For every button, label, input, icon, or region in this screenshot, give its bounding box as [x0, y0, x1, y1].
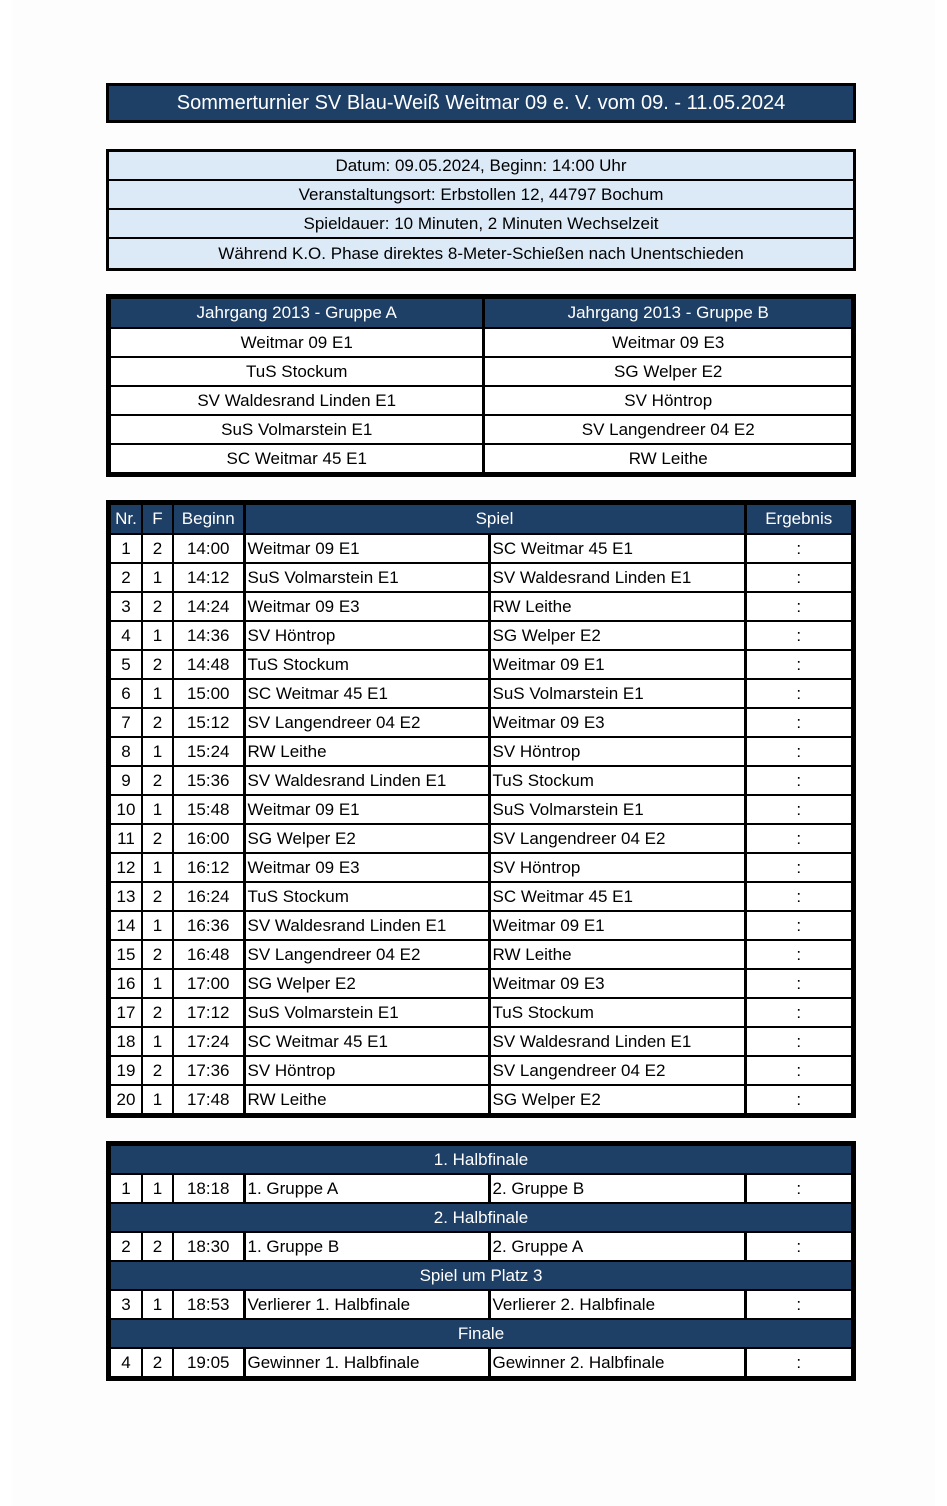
away-team: RW Leithe — [489, 592, 745, 621]
home-team: SV Langendreer 04 E2 — [244, 708, 489, 737]
away-team: Verlierer 2. Halbfinale — [489, 1290, 745, 1319]
match-number: 17 — [110, 998, 142, 1027]
match-row — [110, 911, 852, 940]
away-team: SV Höntrop — [489, 853, 745, 882]
match-row — [110, 650, 852, 679]
start-time: 16:12 — [173, 853, 244, 882]
result-cell[interactable]: : — [745, 737, 852, 766]
field-number: 1 — [142, 679, 173, 708]
match-row — [110, 1027, 852, 1056]
start-time: 16:36 — [173, 911, 244, 940]
away-team: SV Waldesrand Linden E1 — [489, 1027, 745, 1056]
home-team: SC Weitmar 45 E1 — [244, 679, 489, 708]
away-team: SC Weitmar 45 E1 — [489, 534, 745, 563]
field-number: 2 — [142, 998, 173, 1027]
start-time: 17:00 — [173, 969, 244, 998]
group-a-team: Weitmar 09 E1 — [110, 328, 484, 357]
away-team: RW Leithe — [489, 940, 745, 969]
field-number: 2 — [142, 592, 173, 621]
result-cell[interactable]: : — [745, 650, 852, 679]
field-number: 2 — [142, 940, 173, 969]
away-team: TuS Stockum — [489, 998, 745, 1027]
match-row — [110, 940, 852, 969]
start-time: 14:36 — [173, 621, 244, 650]
home-team: TuS Stockum — [244, 650, 489, 679]
match-row — [110, 795, 852, 824]
home-team: SC Weitmar 45 E1 — [244, 1027, 489, 1056]
match-row — [110, 969, 852, 998]
start-time: 16:24 — [173, 882, 244, 911]
match-number: 8 — [110, 737, 142, 766]
start-time: 15:12 — [173, 708, 244, 737]
info-box — [106, 149, 856, 271]
match-row — [110, 998, 852, 1027]
info-ko-rule: Während K.O. Phase direktes 8-Meter-Schießen nach Unentschieden — [218, 243, 744, 263]
start-time: 18:53 — [173, 1290, 244, 1319]
start-time: 17:12 — [173, 998, 244, 1027]
match-number: 16 — [110, 969, 142, 998]
result-cell[interactable]: : — [745, 795, 852, 824]
match-number: 1 — [110, 1174, 142, 1203]
result-cell[interactable]: : — [745, 853, 852, 882]
info-date: Datum: 09.05.2024, Beginn: 14:00 Uhr — [109, 152, 853, 181]
group-b-team: SV Höntrop — [484, 386, 852, 415]
result-cell[interactable]: : — [745, 1290, 852, 1319]
start-time: 16:00 — [173, 824, 244, 853]
match-number: 3 — [110, 1290, 142, 1319]
header-start: Beginn — [173, 504, 244, 534]
away-team: Weitmar 09 E1 — [489, 911, 745, 940]
match-number: 3 — [110, 592, 142, 621]
home-team: SV Waldesrand Linden E1 — [244, 911, 489, 940]
group-b-header: Jahrgang 2013 - Gruppe B — [484, 298, 852, 328]
field-number: 1 — [142, 969, 173, 998]
start-time: 16:48 — [173, 940, 244, 969]
match-number: 18 — [110, 1027, 142, 1056]
home-team: SV Höntrop — [244, 1056, 489, 1085]
match-number: 10 — [110, 795, 142, 824]
match-number: 6 — [110, 679, 142, 708]
result-cell[interactable]: : — [745, 940, 852, 969]
start-time: 15:24 — [173, 737, 244, 766]
match-number: 20 — [110, 1085, 142, 1114]
away-team: SuS Volmarstein E1 — [489, 679, 745, 708]
match-number: 9 — [110, 766, 142, 795]
home-team: SV Langendreer 04 E2 — [244, 940, 489, 969]
match-row — [110, 534, 852, 563]
result-cell[interactable]: : — [745, 534, 852, 563]
field-number: 1 — [142, 1027, 173, 1056]
home-team: SuS Volmarstein E1 — [244, 998, 489, 1027]
group-b-team: RW Leithe — [484, 444, 852, 473]
match-number: 7 — [110, 708, 142, 737]
schedule-table — [106, 500, 856, 1118]
result-cell[interactable]: : — [745, 1174, 852, 1203]
result-cell[interactable]: : — [745, 592, 852, 621]
field-number: 2 — [142, 650, 173, 679]
group-a-team: SuS Volmarstein E1 — [110, 415, 484, 444]
home-team: RW Leithe — [244, 737, 489, 766]
start-time: 14:00 — [173, 534, 244, 563]
ko-stage-row — [110, 1203, 852, 1232]
field-number: 2 — [142, 766, 173, 795]
ko-stage-row — [110, 1145, 852, 1174]
match-row — [110, 708, 852, 737]
start-time: 15:36 — [173, 766, 244, 795]
match-row — [110, 1348, 852, 1377]
match-row — [110, 1232, 852, 1261]
away-team: Weitmar 09 E1 — [489, 650, 745, 679]
away-team: 2. Gruppe A — [489, 1232, 745, 1261]
group-b-team: SV Langendreer 04 E2 — [484, 415, 852, 444]
group-row — [110, 386, 852, 415]
match-row — [110, 824, 852, 853]
group-row — [110, 357, 852, 386]
start-time: 17:48 — [173, 1085, 244, 1114]
field-number: 2 — [142, 708, 173, 737]
away-team: SC Weitmar 45 E1 — [489, 882, 745, 911]
home-team: SG Welper E2 — [244, 969, 489, 998]
away-team: SV Waldesrand Linden E1 — [489, 563, 745, 592]
group-a-team: SC Weitmar 45 E1 — [110, 444, 484, 473]
start-time: 17:24 — [173, 1027, 244, 1056]
match-row — [110, 563, 852, 592]
field-number: 2 — [142, 1056, 173, 1085]
result-cell[interactable]: : — [745, 911, 852, 940]
match-number: 12 — [110, 853, 142, 882]
home-team: Weitmar 09 E3 — [244, 853, 489, 882]
match-row — [110, 1290, 852, 1319]
match-row — [110, 621, 852, 650]
away-team: Weitmar 09 E3 — [489, 708, 745, 737]
home-team: Weitmar 09 E3 — [244, 592, 489, 621]
home-team: Weitmar 09 E1 — [244, 534, 489, 563]
match-number: 13 — [110, 882, 142, 911]
field-number: 2 — [142, 824, 173, 853]
away-team: SG Welper E2 — [489, 1085, 745, 1114]
away-team: SG Welper E2 — [489, 621, 745, 650]
group-b-team: Weitmar 09 E3 — [484, 328, 852, 357]
field-number: 2 — [142, 534, 173, 563]
field-number: 1 — [142, 853, 173, 882]
result-cell[interactable]: : — [745, 998, 852, 1027]
header-result: Ergebnis — [745, 504, 852, 534]
info-duration: Spieldauer: 10 Minuten, 2 Minuten Wechselzeit — [109, 210, 853, 239]
match-row — [110, 737, 852, 766]
match-row — [110, 853, 852, 882]
match-number: 5 — [110, 650, 142, 679]
ko-stage-title: Finale — [110, 1319, 852, 1348]
away-team: TuS Stockum — [489, 766, 745, 795]
ko-stage-row — [110, 1261, 852, 1290]
result-cell[interactable]: : — [745, 882, 852, 911]
ko-stage-row — [110, 1319, 852, 1348]
away-team: SV Langendreer 04 E2 — [489, 824, 745, 853]
knockout-table — [106, 1141, 856, 1381]
field-number: 2 — [142, 1232, 173, 1261]
group-a-team: TuS Stockum — [110, 357, 484, 386]
home-team: TuS Stockum — [244, 882, 489, 911]
away-team: SV Höntrop — [489, 737, 745, 766]
ko-stage-title: 1. Halbfinale — [110, 1145, 852, 1174]
field-number: 2 — [142, 882, 173, 911]
match-number: 4 — [110, 1348, 142, 1377]
group-row — [110, 415, 852, 444]
home-team: SV Höntrop — [244, 621, 489, 650]
result-cell[interactable]: : — [745, 563, 852, 592]
field-number: 1 — [142, 621, 173, 650]
field-number: 1 — [142, 1174, 173, 1203]
header-field: F — [142, 504, 173, 534]
start-time: 14:48 — [173, 650, 244, 679]
field-number: 1 — [142, 737, 173, 766]
result-cell[interactable]: : — [745, 1027, 852, 1056]
start-time: 18:30 — [173, 1232, 244, 1261]
away-team: Weitmar 09 E3 — [489, 969, 745, 998]
home-team: SG Welper E2 — [244, 824, 489, 853]
result-cell[interactable]: : — [745, 1085, 852, 1114]
start-time: 19:05 — [173, 1348, 244, 1377]
home-team: SV Waldesrand Linden E1 — [244, 766, 489, 795]
home-team: Weitmar 09 E1 — [244, 795, 489, 824]
result-cell[interactable]: : — [745, 766, 852, 795]
header-nr: Nr. — [110, 504, 142, 534]
match-number: 4 — [110, 621, 142, 650]
ko-stage-title: 2. Halbfinale — [110, 1203, 852, 1232]
tournament-title: Sommerturnier SV Blau-Weiß Weitmar 09 e. V. vom 09. - 11.05.2024 — [106, 83, 856, 123]
result-cell[interactable]: : — [745, 1056, 852, 1085]
home-team: Verlierer 1. Halbfinale — [244, 1290, 489, 1319]
match-number: 1 — [110, 534, 142, 563]
match-row — [110, 592, 852, 621]
result-cell[interactable]: : — [745, 1232, 852, 1261]
field-number: 1 — [142, 911, 173, 940]
group-row — [110, 444, 852, 473]
group-a-header: Jahrgang 2013 - Gruppe A — [110, 298, 484, 328]
field-number: 1 — [142, 795, 173, 824]
match-number: 11 — [110, 824, 142, 853]
match-row — [110, 1174, 852, 1203]
field-number: 1 — [142, 563, 173, 592]
match-row — [110, 1085, 852, 1114]
group-b-team: SG Welper E2 — [484, 357, 852, 386]
match-row — [110, 1056, 852, 1085]
groups-table — [106, 294, 856, 477]
info-venue: Veranstaltungsort: Erbstollen 12, 44797 Bochum — [109, 181, 853, 210]
start-time: 15:48 — [173, 795, 244, 824]
group-row — [110, 328, 852, 357]
result-cell[interactable]: : — [745, 679, 852, 708]
result-cell[interactable]: : — [745, 969, 852, 998]
start-time: 15:00 — [173, 679, 244, 708]
match-row — [110, 766, 852, 795]
start-time: 14:24 — [173, 592, 244, 621]
home-team: 1. Gruppe B — [244, 1232, 489, 1261]
result-cell[interactable]: : — [745, 1348, 852, 1377]
header-match: Spiel — [244, 504, 745, 534]
field-number: 2 — [142, 1348, 173, 1377]
start-time: 18:18 — [173, 1174, 244, 1203]
start-time: 14:12 — [173, 563, 244, 592]
match-number: 2 — [110, 563, 142, 592]
match-row — [110, 882, 852, 911]
field-number: 1 — [142, 1085, 173, 1114]
home-team: Gewinner 1. Halbfinale — [244, 1348, 489, 1377]
match-number: 2 — [110, 1232, 142, 1261]
match-number: 15 — [110, 940, 142, 969]
ko-stage-title: Spiel um Platz 3 — [110, 1261, 852, 1290]
away-team: 2. Gruppe B — [489, 1174, 745, 1203]
group-a-team: SV Waldesrand Linden E1 — [110, 386, 484, 415]
home-team: 1. Gruppe A — [244, 1174, 489, 1203]
away-team: SV Langendreer 04 E2 — [489, 1056, 745, 1085]
result-cell[interactable]: : — [745, 708, 852, 737]
result-cell[interactable]: : — [745, 621, 852, 650]
match-row — [110, 679, 852, 708]
start-time: 17:36 — [173, 1056, 244, 1085]
result-cell[interactable]: : — [745, 824, 852, 853]
home-team: RW Leithe — [244, 1085, 489, 1114]
away-team: Gewinner 2. Halbfinale — [489, 1348, 745, 1377]
match-number: 19 — [110, 1056, 142, 1085]
match-number: 14 — [110, 911, 142, 940]
home-team: SuS Volmarstein E1 — [244, 563, 489, 592]
away-team: SuS Volmarstein E1 — [489, 795, 745, 824]
field-number: 1 — [142, 1290, 173, 1319]
